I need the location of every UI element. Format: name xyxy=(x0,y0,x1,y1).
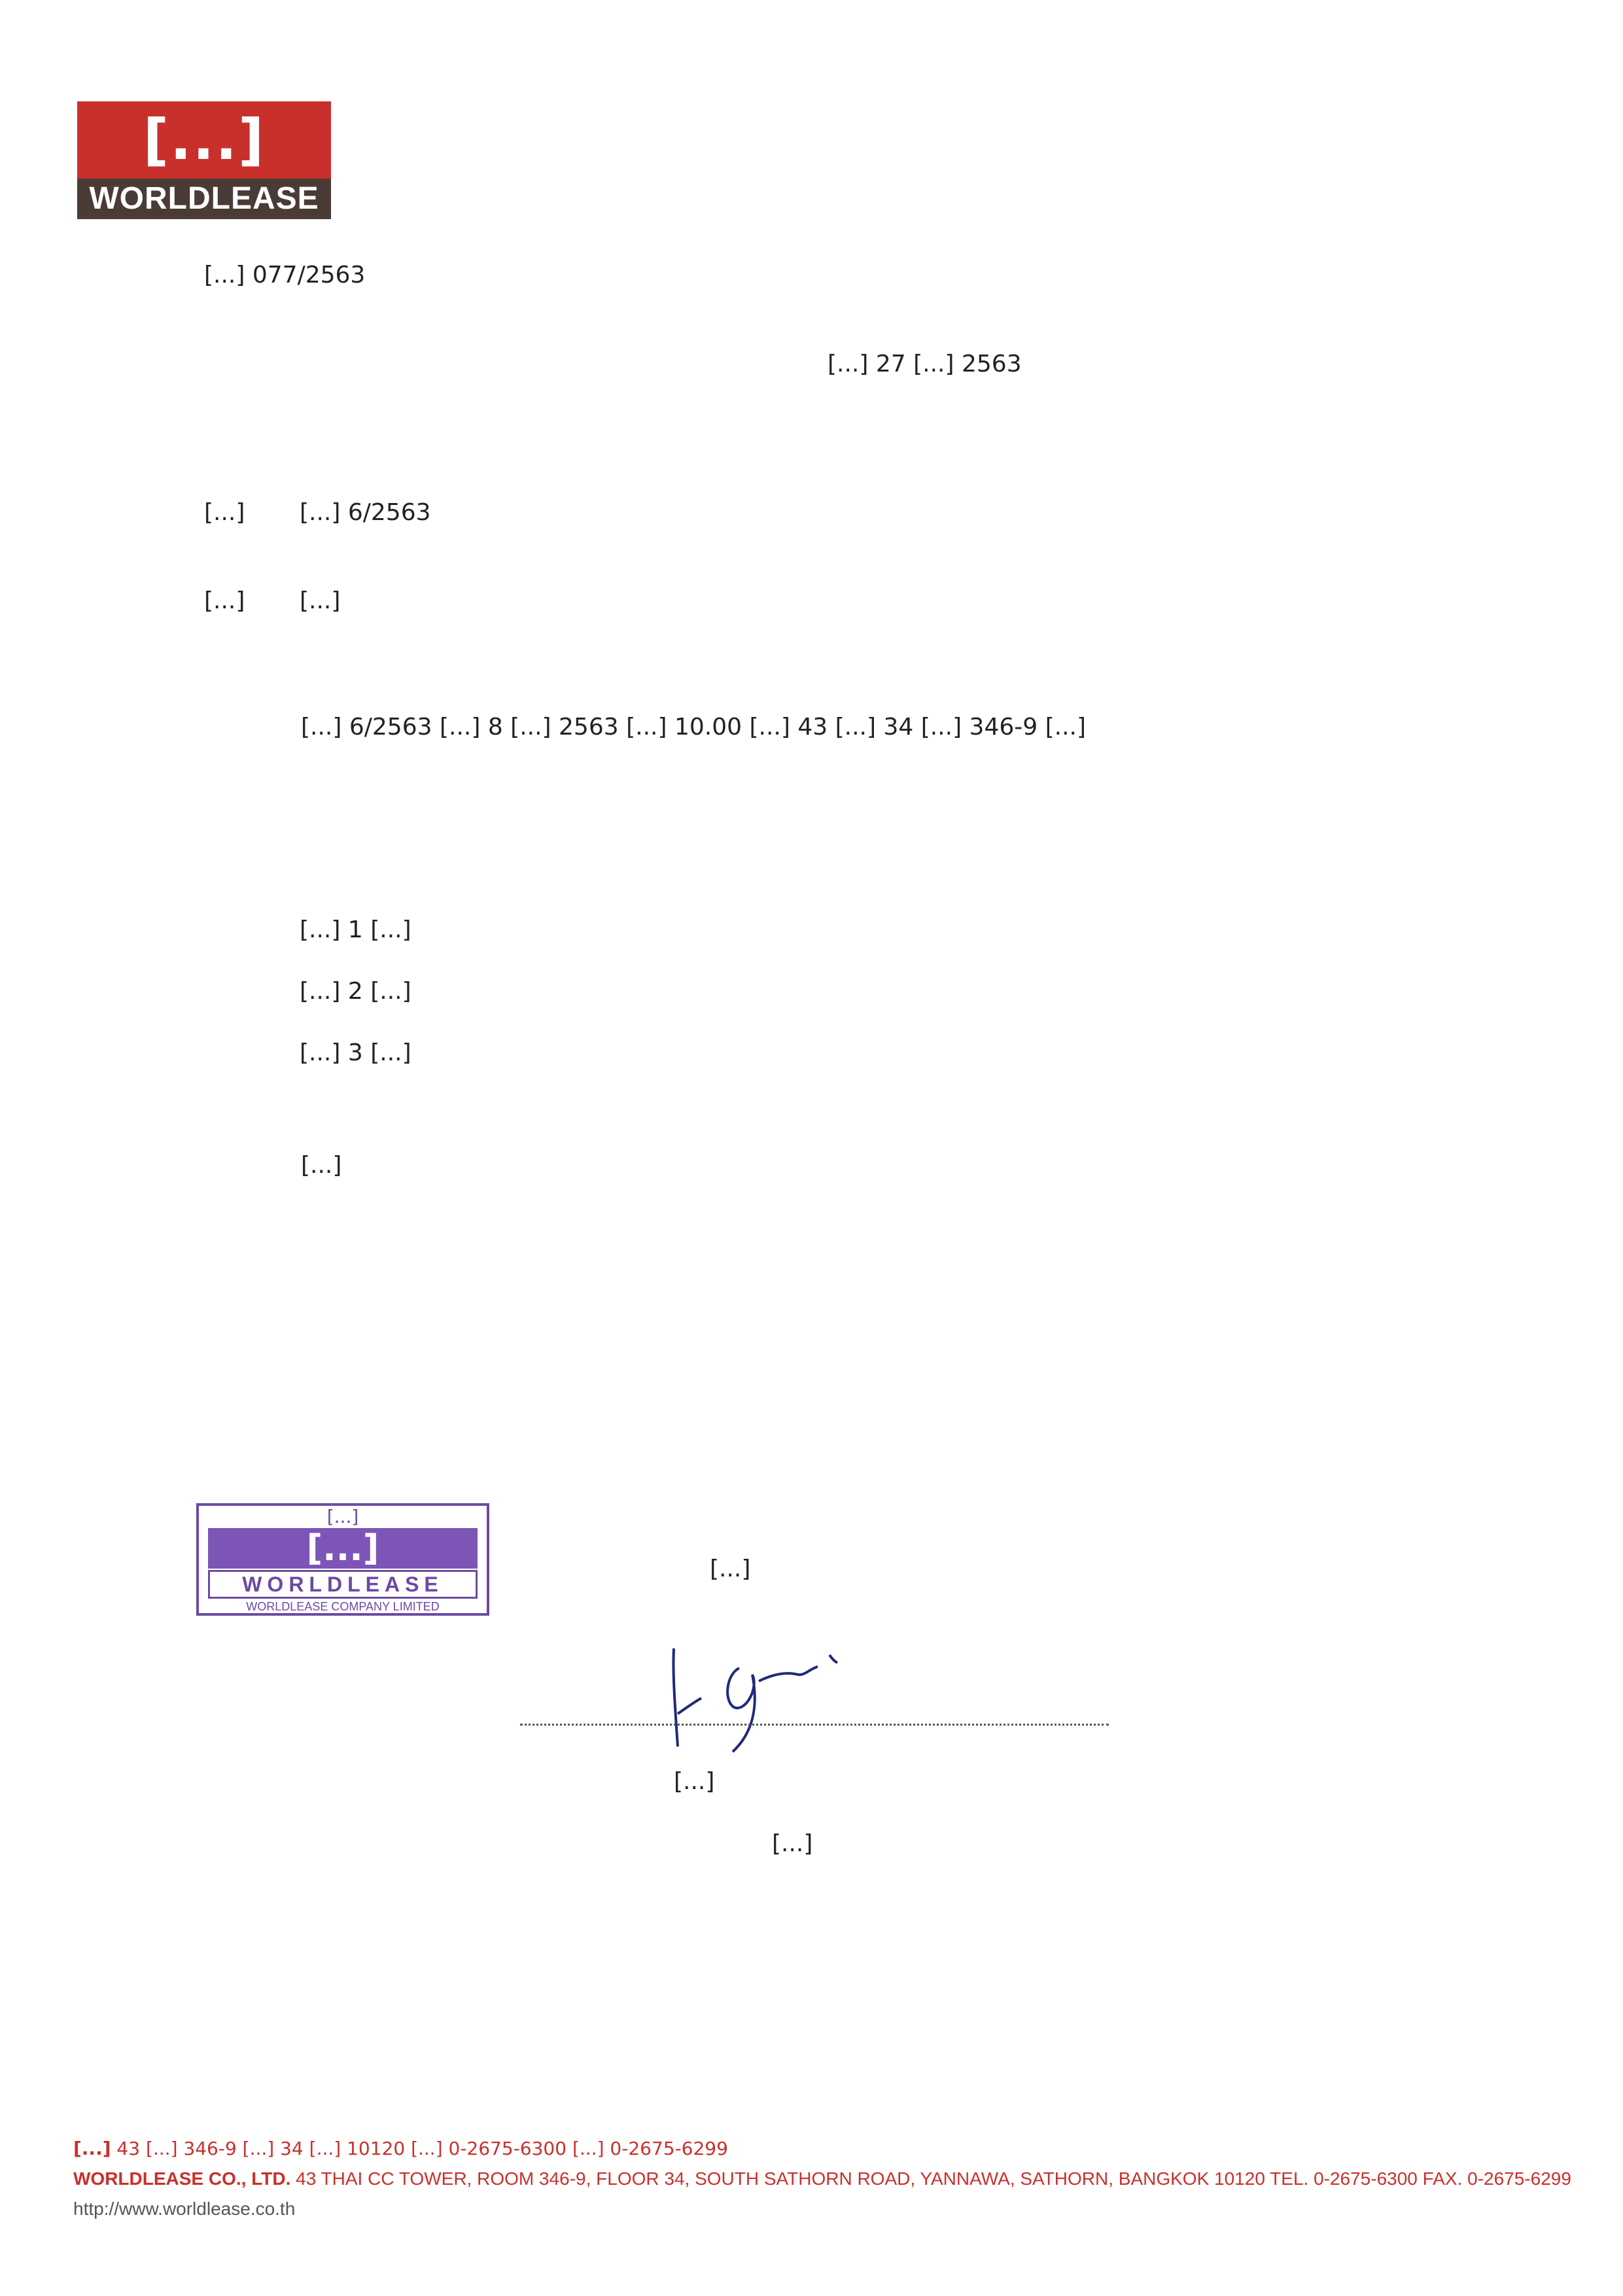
footer-website-link[interactable]: http://www.worldlease.co.th xyxy=(73,2199,296,2219)
document-number: [...] 077/2563 xyxy=(204,262,366,288)
company-logo xyxy=(77,101,331,219)
signature-line xyxy=(520,1724,1109,1726)
signatory-position: [...] xyxy=(772,1830,813,1857)
stamp-bottom-text: WORLDLEASE COMPANY LIMITED xyxy=(246,1600,440,1613)
footer-english-company: WORLDLEASE CO., LTD. xyxy=(73,2168,291,2189)
stamp-top-text: [...] xyxy=(326,1506,359,1527)
stamp-english-text: WORLDLEASE xyxy=(208,1570,478,1599)
agenda-item-2: [...] 2 [...] xyxy=(300,978,411,1005)
agenda-item-1: [...] 1 [...] xyxy=(300,916,411,943)
signatory-name: [...] xyxy=(674,1768,715,1795)
footer-thai-line xyxy=(73,2134,728,2164)
subject-label: [...] xyxy=(204,499,245,526)
logo-english-text: WORLDLEASE xyxy=(77,179,331,219)
recipient-label: [...] xyxy=(204,587,245,614)
agenda-item-3: [...] 3 [...] xyxy=(300,1039,411,1066)
footer-thai-address: 43 [...] 346-9 [...] 34 [...] 10120 [...] 0-2675-6300 [...] 0-2675-6299 xyxy=(116,2138,728,2159)
letter-date: [...] 27 [...] 2563 xyxy=(828,351,1022,377)
recipient-text: [...] xyxy=(300,587,341,614)
body-paragraph-1: [...] 6/2563 [...] 8 [...] 2563 [...] 10.00 [...] 43 [...] 34 [...] 346-9 [...] xyxy=(301,714,1087,740)
stamp-thai-text: [...] xyxy=(208,1528,478,1569)
footer-english-line xyxy=(73,2164,1571,2194)
company-stamp xyxy=(196,1503,489,1616)
footer-thai-company: [...] xyxy=(73,2138,111,2159)
subject-text: [...] 6/2563 xyxy=(300,499,431,526)
footer-english-address: 43 THAI CC TOWER, ROOM 346-9, FLOOR 34, SOUTH SATHORN ROAD, YANNAWA, SATHORN, BANGKOK 10120 TEL. 0-2675-6300 FAX. 0-2675-6299 xyxy=(296,2168,1571,2189)
logo-thai-text: [...] xyxy=(77,101,331,179)
handwritten-signature xyxy=(661,1635,877,1760)
body-paragraph-2: [...] xyxy=(301,1152,342,1179)
agenda-list xyxy=(300,899,411,1084)
closing-regards: [...] xyxy=(710,1556,751,1582)
